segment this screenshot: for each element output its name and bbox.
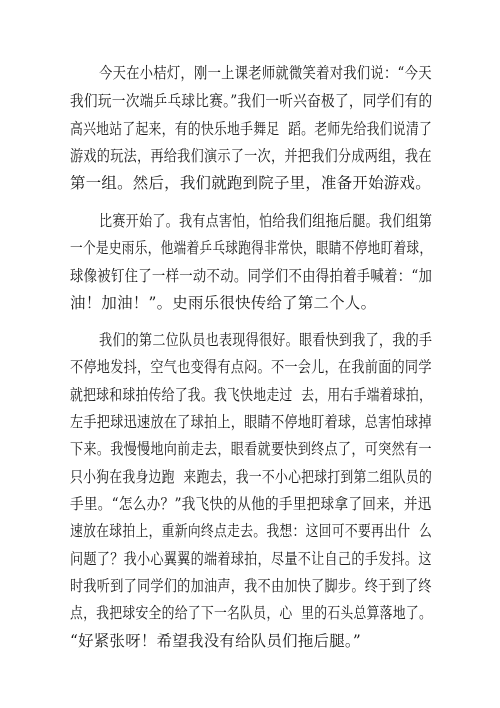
text-line: “好紧张呀！希望我没有给队员们拖后腿。”: [70, 632, 362, 650]
text-line: 下来。我慢慢地向前走去，眼看就要快到终点了，可突然有一: [70, 440, 432, 458]
text-line: 我们玩一次端乒乓球比赛。”我们一听兴奋极了，同学们有的: [70, 92, 433, 110]
text-line: 点，我把球安全的给了下一名队员，心 里的石头总算落地了。: [70, 604, 433, 622]
text-line: 左手把球迅速放在了球拍上，眼睛不停地盯着球，总害怕球掉: [70, 413, 432, 431]
text-line: 第一组。然后，我们就跑到院子里，准备开始游戏。: [70, 174, 431, 192]
text-line: 油！加油！”。史雨乐很快传给了第二个人。: [70, 294, 377, 312]
text-line: 速放在球拍上，重新向终点走去。我想：这回可不要再出什 么: [70, 522, 433, 540]
text-line: 高兴地站了起来，有的快乐地手舞足 蹈。老师先给我们说清了: [70, 120, 433, 138]
text-line: 就把球和球拍传给了我。我飞快地走过 去，用右手端着球拍，: [70, 386, 433, 404]
text-line: 只小狗在我身边跑 来跑去，我一不小心把球打到第二组队员的: [70, 468, 433, 486]
text-line: 今天在小桔灯，刚一上课老师就微笑着对我们说：“今天: [99, 64, 432, 82]
text-line: 球像被钉住了一样一动不动。同学们不由得拍着手喊着：“加: [70, 267, 433, 285]
text-line: 比赛开始了。我有点害怕，怕给我们组拖后腿。我们组第: [99, 212, 433, 230]
text-line: 手里。“怎么办？”我飞快的从他的手里把球拿了回来，并迅: [70, 495, 432, 513]
text-line: 时我听到了同学们的加油声，我不由加快了脚步。终于到了终: [70, 577, 432, 595]
text-line: 游戏的玩法，再给我们演示了一次，并把我们分成两组，我在: [70, 147, 432, 165]
text-line: 我们的第二位队员也表现得很好。眼看快到我了，我的手: [99, 331, 433, 349]
text-line: 一个是史雨乐，他端着乒乓球跑得非常快，眼睛不停地盯着球，: [70, 239, 433, 257]
text-line: 问题了？我小心翼翼的端着球拍，尽量不让自己的手发抖。这: [70, 550, 432, 568]
text-line: 不停地发抖，空气也变得有点闷。不一会儿，在我前面的同学: [70, 358, 432, 376]
